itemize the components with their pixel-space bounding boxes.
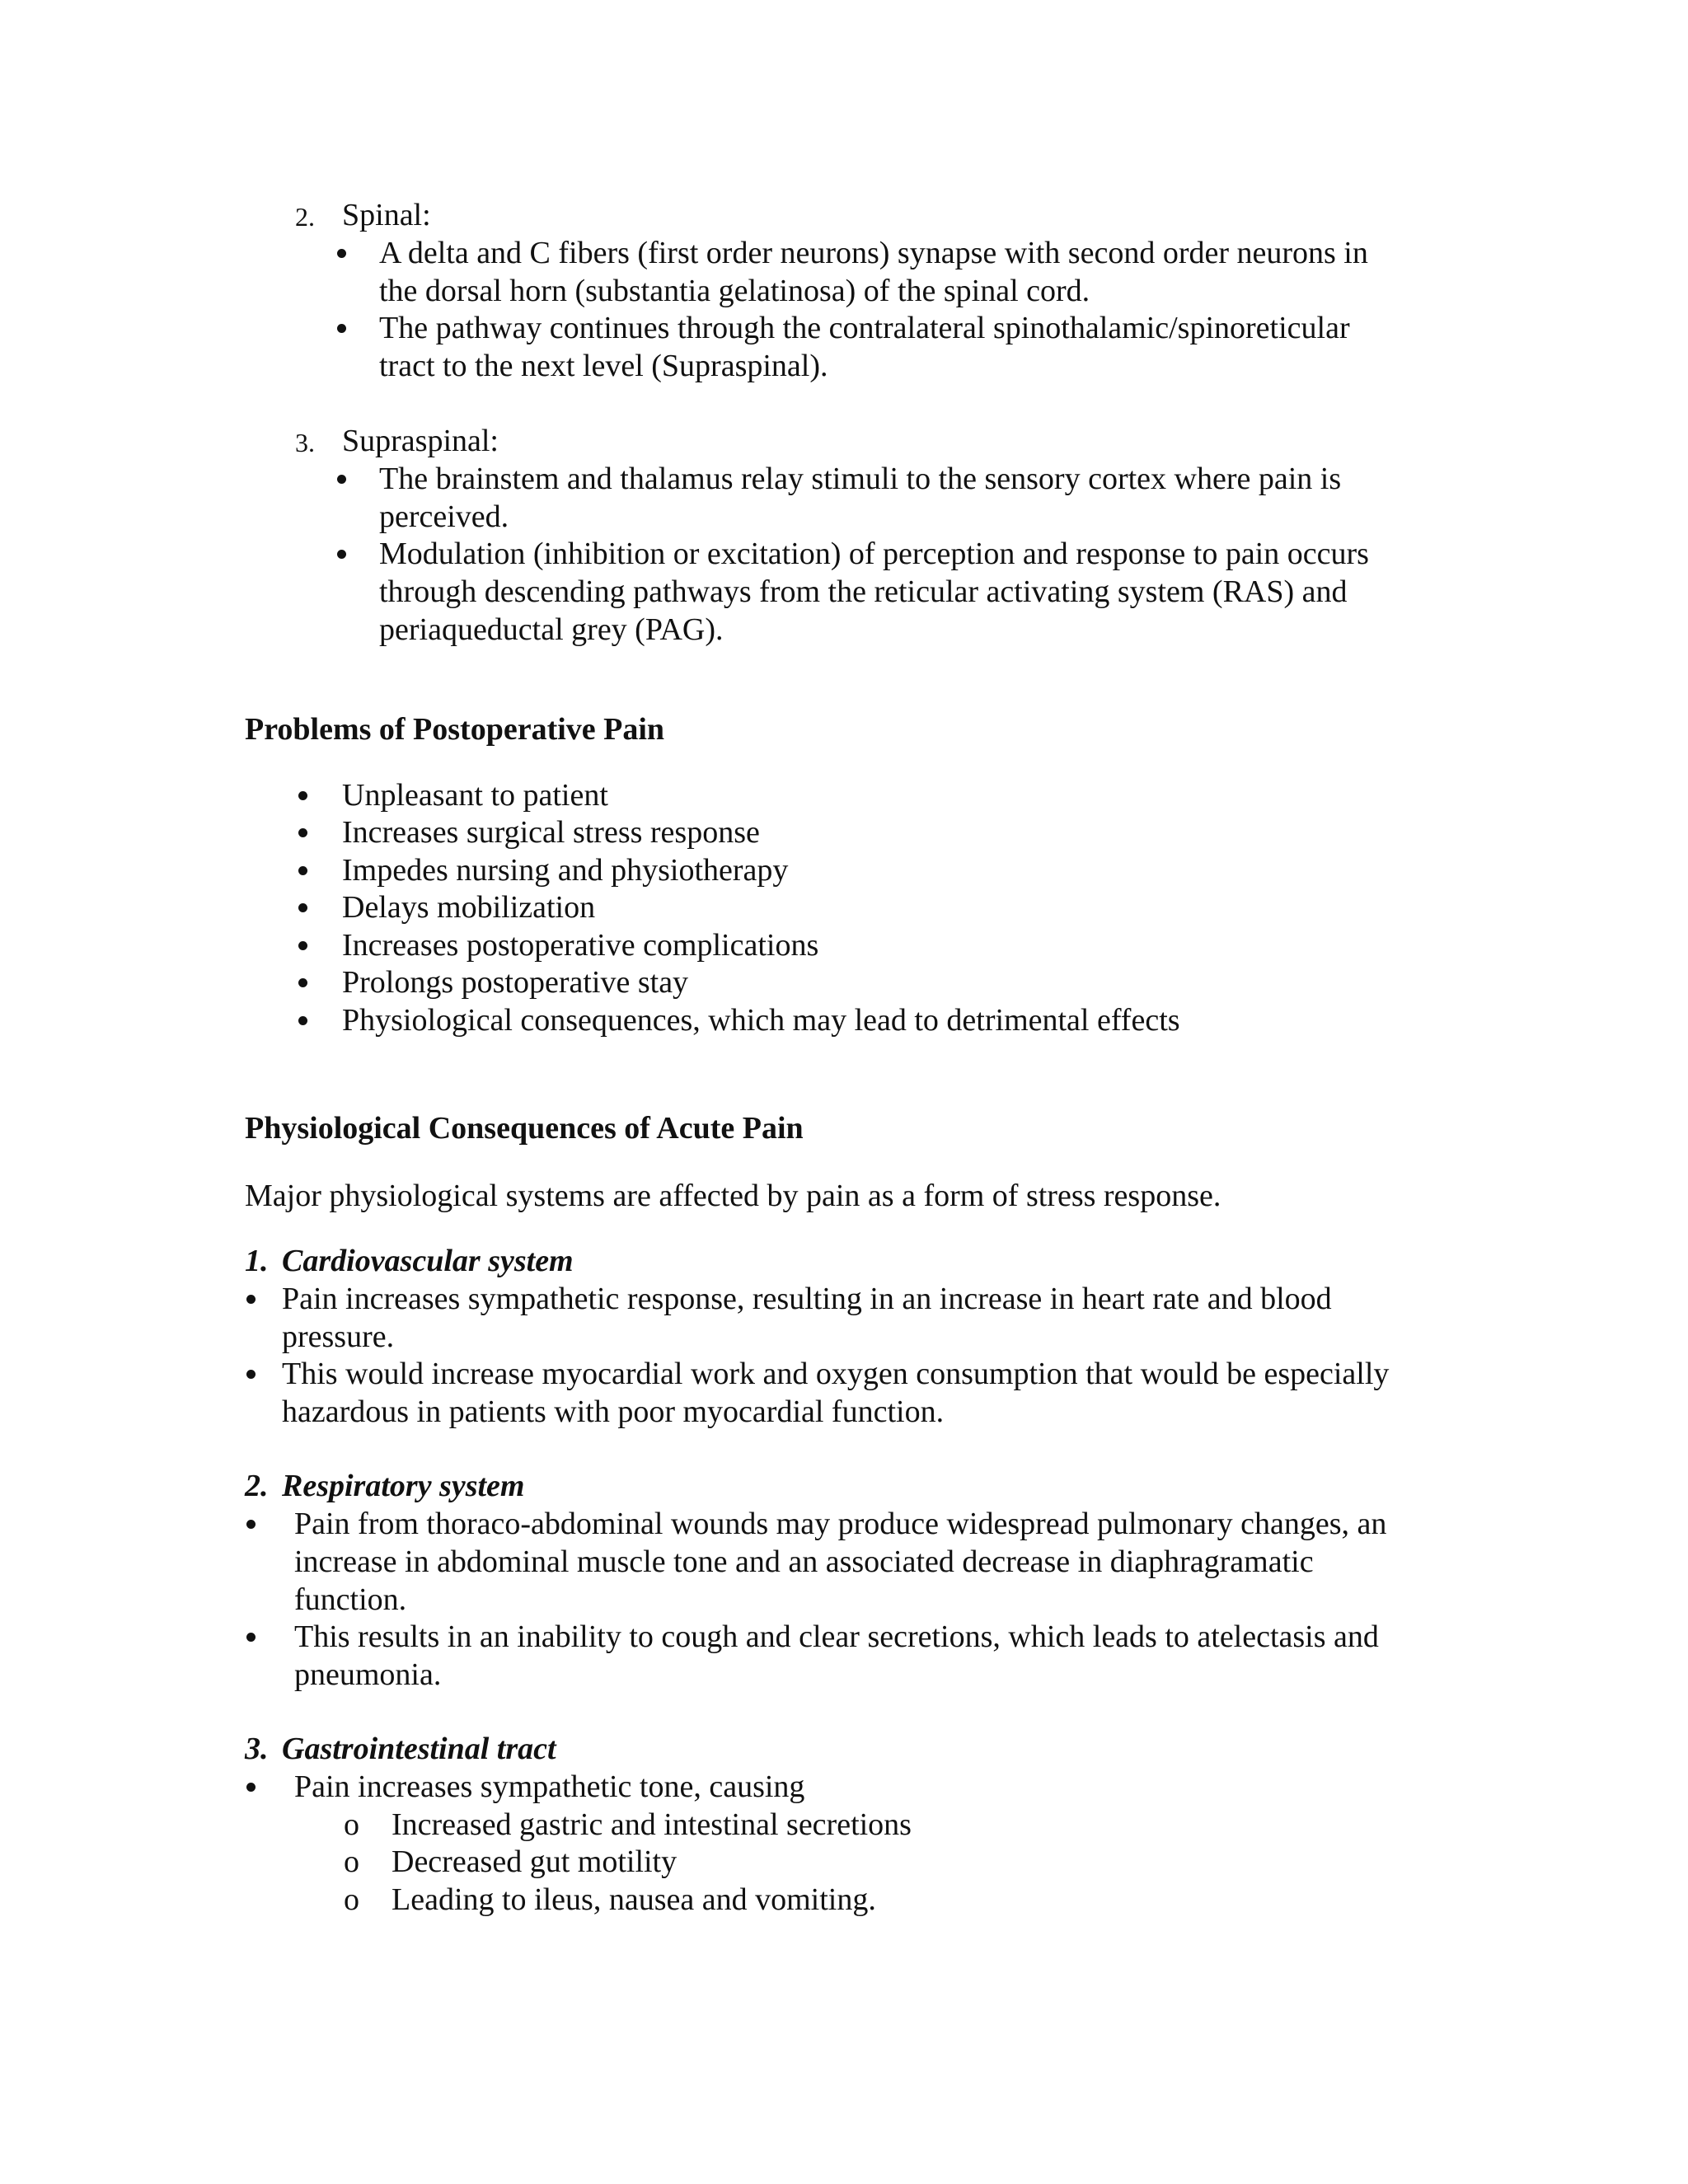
- resp-bullet-1-line-2: increase in abdominal muscle tone and an associated decrease in diaphragramatic: [294, 1544, 1314, 1579]
- spinal-bullet-2-line-2: tract to the next level (Supraspinal).: [379, 349, 828, 383]
- gi-title: Gastrointestinal tract: [282, 1732, 556, 1766]
- supraspinal-heading: Supraspinal:: [342, 424, 499, 458]
- bullet-icon: [246, 1520, 256, 1529]
- bullet-icon: [246, 1370, 256, 1379]
- bullet-icon: [298, 828, 307, 837]
- problems-item: Prolongs postoperative stay: [342, 965, 689, 1000]
- bullet-icon: [298, 941, 307, 950]
- resp-bullet-1-line-3: function.: [294, 1582, 407, 1617]
- consequences-heading: Physiological Consequences of Acute Pain: [245, 1111, 804, 1146]
- gi-number: 3.: [245, 1732, 269, 1766]
- circle-bullet-icon: o: [344, 1844, 359, 1879]
- bullet-icon: [337, 550, 346, 559]
- problems-heading: Problems of Postoperative Pain: [245, 712, 665, 747]
- bullet-icon: [298, 903, 307, 912]
- problems-item: Impedes nursing and physiotherapy: [342, 853, 789, 888]
- cardio-bullet-1-line-1: Pain increases sympathetic response, resulting in an increase in heart rate and blood: [282, 1282, 1332, 1316]
- problems-item: Unpleasant to patient: [342, 778, 608, 813]
- cardio-bullet-2-line-2: hazardous in patients with poor myocardial function.: [282, 1394, 945, 1429]
- bullet-icon: [246, 1783, 256, 1792]
- cardio-bullet-1-line-2: pressure.: [282, 1319, 395, 1354]
- gi-subitem: Decreased gut motility: [392, 1844, 678, 1879]
- supraspinal-bullet-1-line-1: The brainstem and thalamus relay stimuli to the sensory cortex where pain is: [379, 462, 1342, 496]
- supraspinal-bullet-2-line-1: Modulation (inhibition or excitation) of perception and response to pain occurs: [379, 537, 1369, 571]
- gi-subitem: Leading to ileus, nausea and vomiting.: [392, 1882, 876, 1917]
- supraspinal-bullet-2-line-2: through descending pathways from the reticular activating system (RAS) and: [379, 574, 1348, 609]
- spinal-bullet-2-line-1: The pathway continues through the contralateral spinothalamic/spinoreticular: [379, 311, 1350, 345]
- bullet-icon: [298, 866, 307, 875]
- gi-subitem: Increased gastric and intestinal secretions: [392, 1807, 912, 1842]
- problems-item: Increases surgical stress response: [342, 815, 760, 850]
- bullet-icon: [246, 1633, 256, 1642]
- bullet-icon: [298, 978, 307, 987]
- spinal-heading: Spinal:: [342, 198, 431, 232]
- resp-number: 2.: [245, 1469, 269, 1503]
- spinal-bullet-1-line-1: A delta and C fibers (first order neurons) synapse with second order neurons in: [379, 236, 1368, 270]
- bullet-icon: [337, 324, 346, 333]
- supraspinal-number: 3.: [295, 428, 315, 457]
- bullet-icon: [298, 791, 307, 800]
- cardio-title: Cardiovascular system: [282, 1244, 574, 1278]
- cardio-number: 1.: [245, 1244, 269, 1278]
- resp-bullet-2-line-2: pneumonia.: [294, 1657, 442, 1692]
- resp-bullet-1-line-1: Pain from thoraco-abdominal wounds may produce widespread pulmonary changes, an: [294, 1507, 1387, 1541]
- bullet-icon: [246, 1295, 256, 1304]
- problems-item: Physiological consequences, which may lead to detrimental effects: [342, 1003, 1180, 1038]
- bullet-icon: [298, 1016, 307, 1025]
- circle-bullet-icon: o: [344, 1807, 359, 1842]
- bullet-icon: [337, 475, 346, 484]
- spinal-number: 2.: [295, 202, 315, 232]
- gi-bullet-1: Pain increases sympathetic tone, causing: [294, 1769, 805, 1804]
- consequences-intro: Major physiological systems are affected by pain as a form of stress response.: [245, 1179, 1221, 1213]
- problems-item: Delays mobilization: [342, 890, 596, 925]
- bullet-icon: [337, 249, 346, 258]
- spinal-bullet-1-line-2: the dorsal horn (substantia gelatinosa) of the spinal cord.: [379, 274, 1090, 308]
- resp-bullet-2-line-1: This results in an inability to cough and clear secretions, which leads to atelectasis and: [294, 1619, 1379, 1654]
- cardio-bullet-2-line-1: This would increase myocardial work and oxygen consumption that would be especially: [282, 1357, 1390, 1391]
- circle-bullet-icon: o: [344, 1882, 359, 1917]
- supraspinal-bullet-1-line-2: perceived.: [379, 499, 509, 534]
- problems-item: Increases postoperative complications: [342, 928, 819, 963]
- supraspinal-bullet-2-line-3: periaqueductal grey (PAG).: [379, 612, 724, 647]
- resp-title: Respiratory system: [282, 1469, 525, 1503]
